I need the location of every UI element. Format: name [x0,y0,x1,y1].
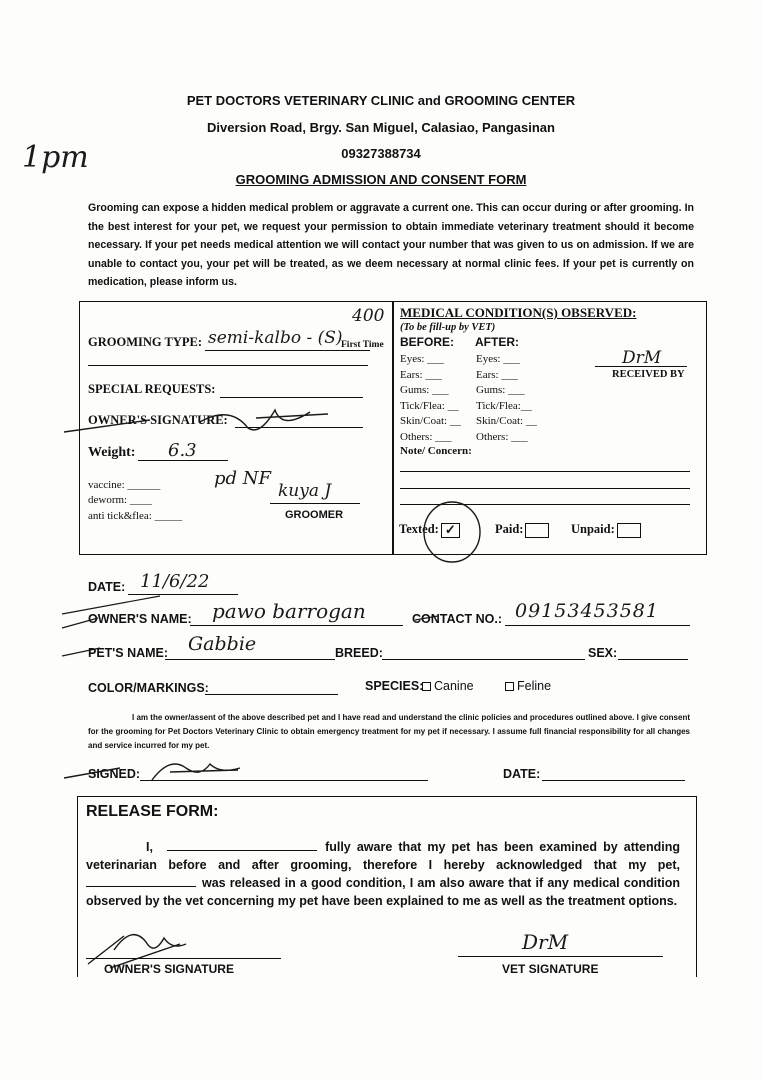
special-requests-line [220,397,363,398]
pet-name-value: Gabbie [188,633,257,655]
species-label: SPECIES: [365,679,424,693]
clinic-name: PET DOCTORS VETERINARY CLINIC and GROOMING CENTER [186,93,576,108]
note-value: pd NF [214,468,272,489]
vaccine-label: vaccine: ______ [88,479,161,491]
contact-label: CONTACT NO.: [412,612,503,626]
unpaid-checkbox[interactable] [617,523,641,538]
breed-line [382,659,585,660]
release-title: RELEASE FORM: [86,803,219,820]
consent-paragraph: I am the owner/assent of the above described pet and I have read and understand the clinic policies and procedures outlined above. I give consent for the grooming for Pet Doctors Veterinary Clinic to obtain emergency treatment for my pet if necessary. I assume full financial responsibility for all changes and service incurred for my pet. [88,713,690,750]
weight-value: 6.3 [168,440,197,461]
groomer-label: GROOMER [285,509,344,521]
canine-option[interactable]: Canine [422,679,474,693]
medical-rows [400,352,570,446]
texted-checkbox[interactable]: ✓ [441,523,460,538]
sex-line [618,659,688,660]
grooming-type-value: semi-kalbo - (S) [208,328,343,348]
row-eyes: Eyes: ___ Eyes: ___ [400,353,520,365]
signed-signature [60,752,250,788]
special-requests-label: SPECIAL REQUESTS: [88,382,216,396]
feline-option[interactable]: Feline [505,679,551,693]
owner-name-value: pawo barrogan [212,599,366,623]
owner-signature-label: OWNER'S SIGNATURE: [88,413,228,427]
before-label: BEFORE: [400,335,454,349]
received-by-label: RECEIVED BY [612,369,685,380]
owner-name-label: OWNER'S NAME: [88,612,192,626]
weight-label: Weight: [88,445,136,460]
vet-signature-label: VET SIGNATURE [502,962,599,976]
owner-signature-scribble [60,400,330,440]
color-label: COLOR/MARKINGS: [88,681,209,695]
breed-label: BREED: [335,646,383,660]
grooming-type-line-2 [88,365,368,366]
feline-checkbox[interactable] [505,682,514,691]
pet-name-label: PET'S NAME: [88,646,169,660]
release-text: I, fully aware that my pet has been examined by attending veterinarian before and after grooming, therefore I hereby acknowledged that my pet, was released in a good condition, I am also aware that if any medical condition observed by the vet concerning my pet have been explained to me as well as the treatment options. [86,840,680,908]
received-value: DrM [622,348,662,368]
note-concern-label: Note/ Concern: [400,445,472,457]
date-label: DATE: [88,580,126,594]
contact-value: 09153453581 [515,600,659,622]
texted-field[interactable]: Texted: ✓ [399,522,460,538]
grooming-type-label: GROOMING TYPE: [88,335,203,349]
owner-release-label: OWNER'S SIGNATURE [104,962,234,976]
clinic-address: Diversion Road, Brgy. San Miguel, Calasiao, Pangasinan [207,120,555,135]
after-label: AFTER: [475,335,519,349]
unpaid-field[interactable]: Unpaid: [571,522,641,538]
row-skin: Skin/Coat: __ Skin/Coat: __ [400,415,537,428]
row-gums: Gums: ___ Gums: ___ [400,384,525,397]
vet-signature-line [458,956,663,957]
deworm-label: deworm: ____ [88,494,152,506]
signed-label: SIGNED: [88,767,141,781]
canine-checkbox[interactable] [422,682,431,691]
signed-date-label: DATE: [503,767,541,781]
intro-paragraph: Grooming can expose a hidden medical problem or aggravate a current one. This can occur during or after grooming. In the best interest for your pet, we request your permission to obtain immediate veterinary treatment should it become necessary. If your pet needs medical attention we will contact your number that was given to us on admission. If we are unable to contact you, your pet will be treated, as we deem necessary at normal clinic fees. If your pet is currently on medication, please inform us. [88,202,694,289]
form-title: GROOMING ADMISSION AND CONSENT FORM [235,172,527,187]
groomer-value: kuya J [278,481,332,501]
medical-title: MEDICAL CONDITION(S) OBSERVED: [400,305,637,320]
row-ears: Ears: ___ Ears: ___ [400,368,518,381]
row-others: Others: ___ Others: ___ [400,430,528,443]
first-time-label: First Time [341,340,384,350]
sex-label: SEX: [588,646,618,660]
texted-circle [420,499,484,565]
clinic-phone: 09327388734 [341,146,421,161]
grooming-type-line [205,350,370,351]
color-line [205,694,338,695]
date-value: 11/6/22 [140,571,210,592]
price-value: 400 [352,306,385,326]
row-tick: Tick/Flea: __ Tick/Flea:__ [400,399,532,412]
received-line [595,366,687,367]
vet-signature-value: DrM [522,930,569,954]
signed-date-line [542,780,685,781]
contact-line [505,625,690,626]
pet-name-line [165,659,335,660]
note-line-2 [400,488,690,489]
medical-subtitle: (To be fill-up by VET) [400,322,496,333]
groomer-line [270,503,360,504]
paid-field[interactable]: Paid: [495,522,549,538]
note-line-1 [400,471,690,472]
owner-release-line [86,958,281,959]
anti-tick-label: anti tick&flea: _____ [88,510,183,522]
margin-note: 1pm [22,140,89,175]
paid-checkbox[interactable] [525,523,549,538]
